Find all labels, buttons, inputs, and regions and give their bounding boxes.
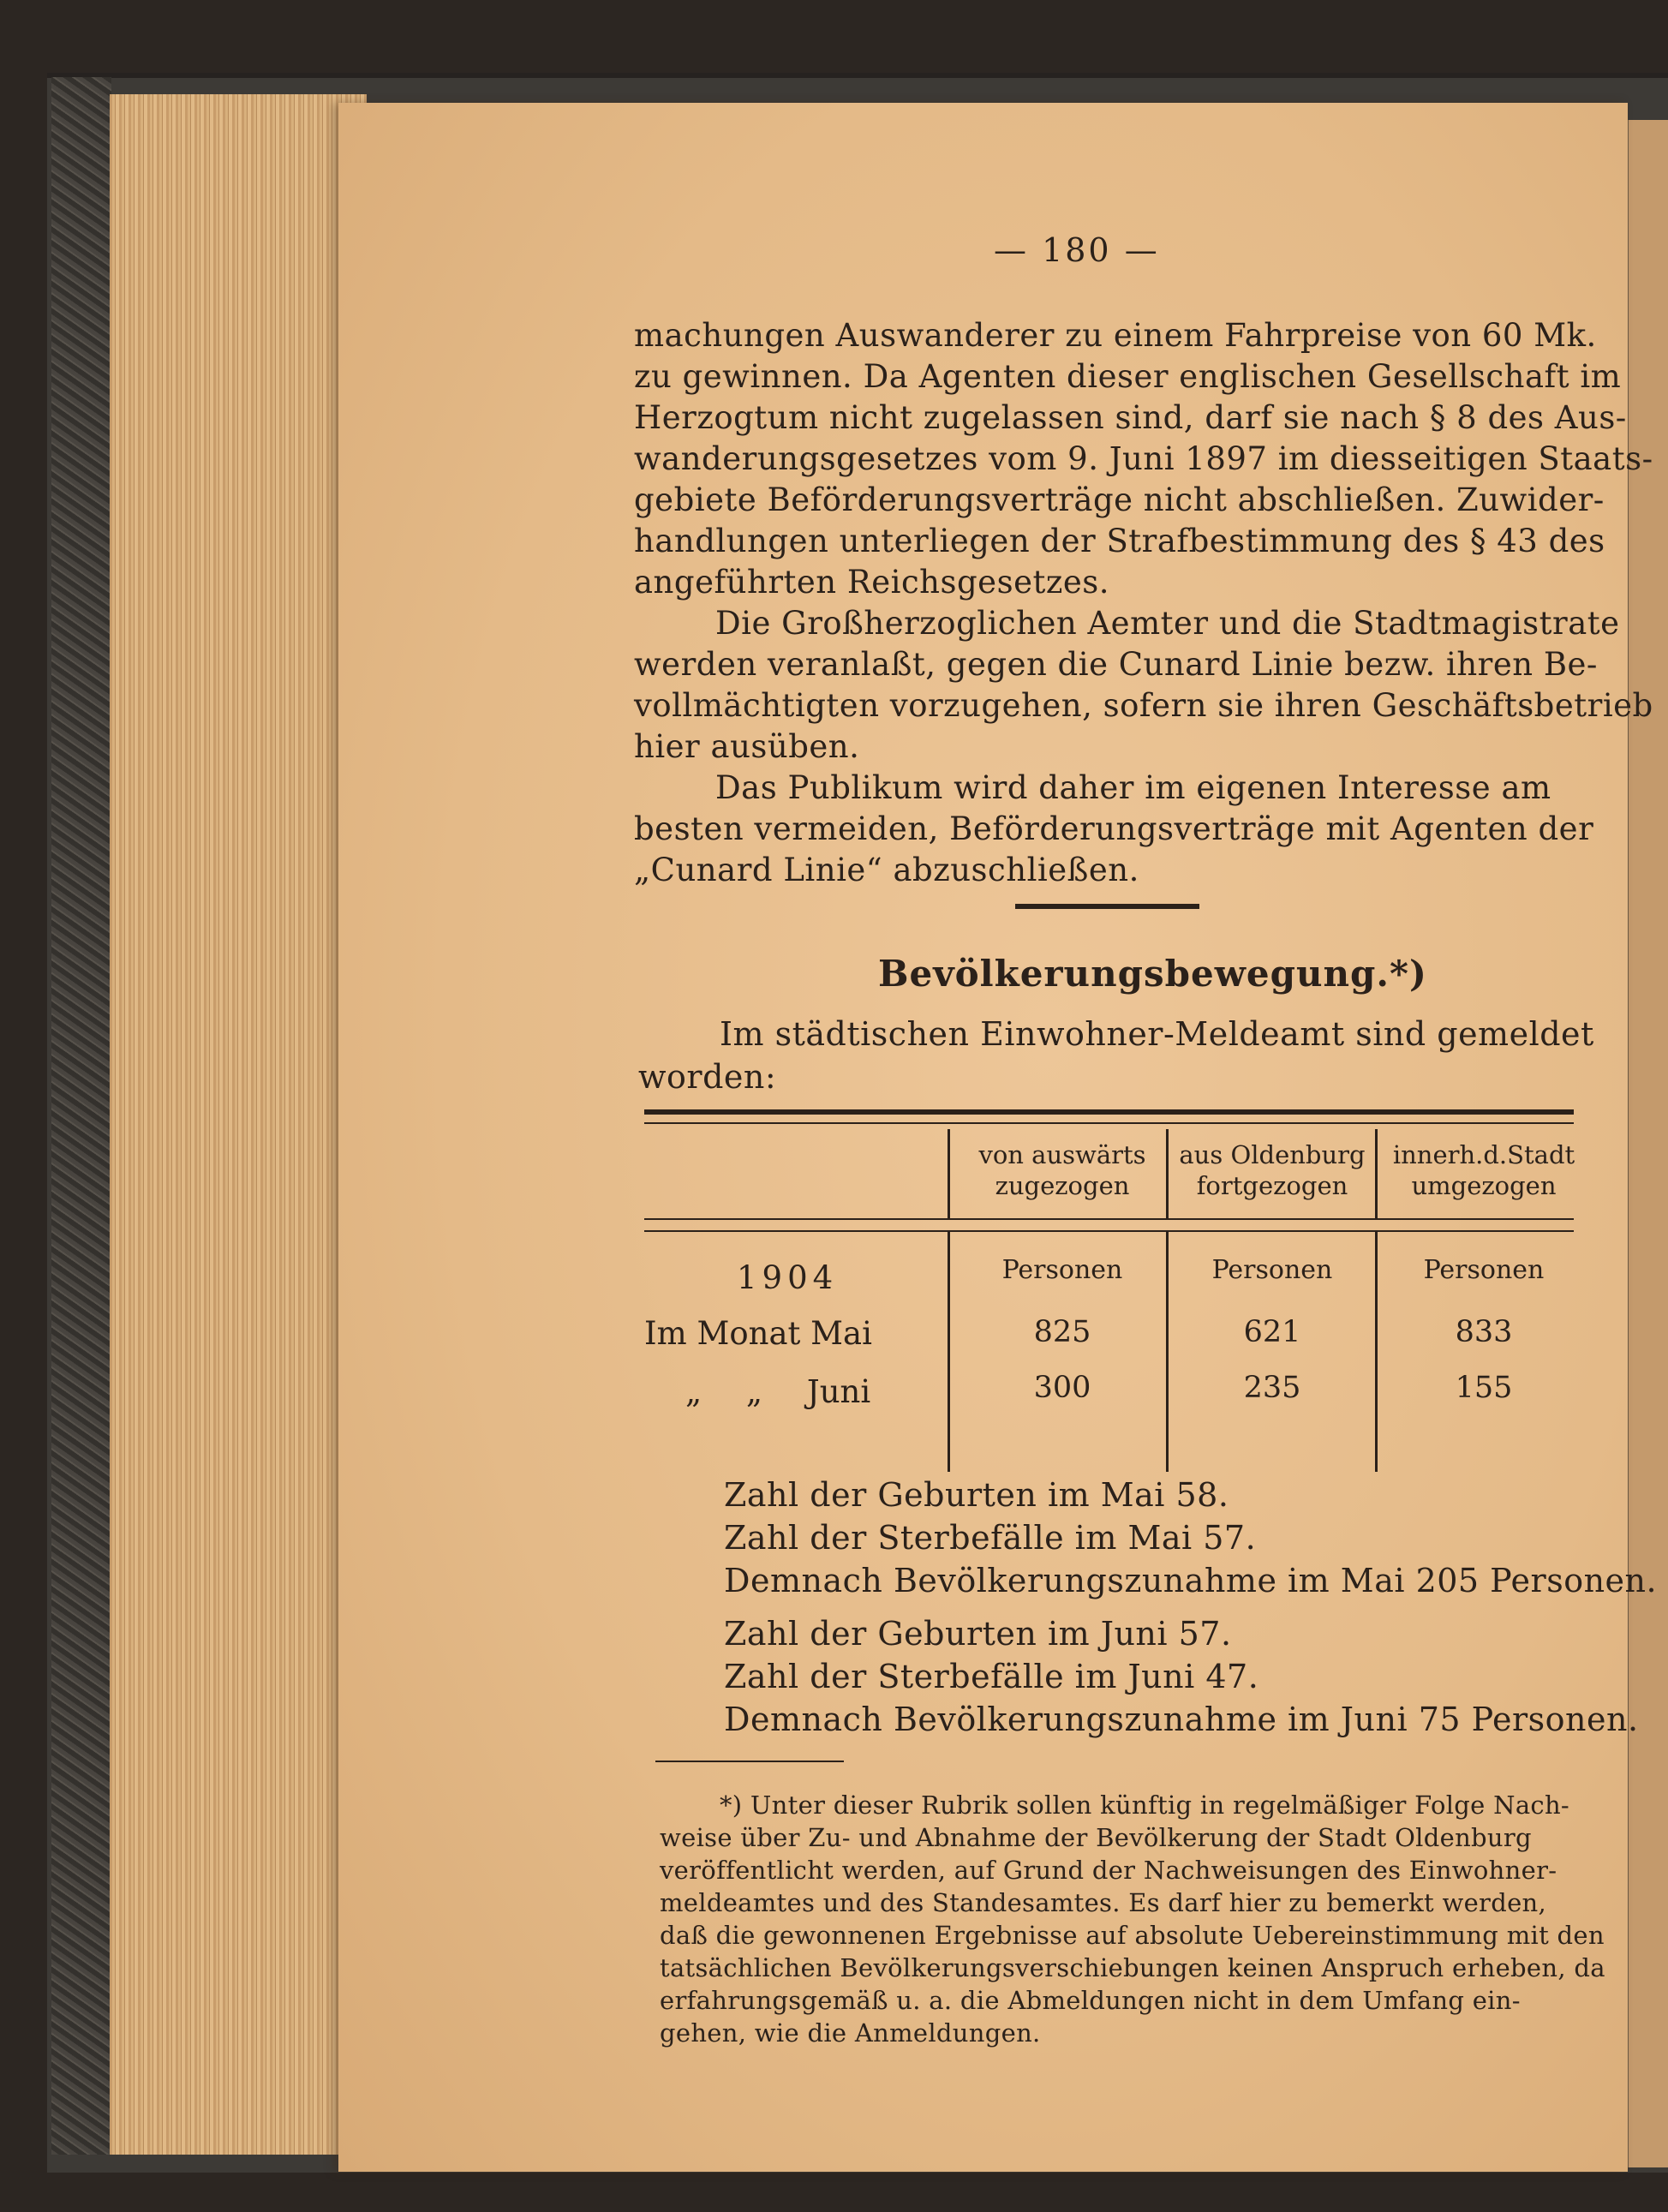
table-cell: 825: [1033, 1315, 1091, 1349]
summary-juni-increase: Demnach Bevölkerungszunahme im Juni 75 Personen.: [724, 1701, 1639, 1738]
paragraph-3-line-1: Das Publikum wird daher im eigenen Interesse am: [715, 769, 1551, 806]
table-header-rule: [644, 1218, 1574, 1220]
table-column-rule: [1375, 1232, 1378, 1472]
table-header-fortgezogen: aus Oldenburg fortgezogen: [1179, 1140, 1366, 1200]
table-row-label-juni: „ „ Juni: [685, 1373, 871, 1410]
table-header-zugezogen: von auswärts zugezogen: [978, 1140, 1146, 1200]
footnote-line-1: *) Unter dieser Rubrik sollen künftig in regelmäßiger Folge Nach-: [720, 1791, 1570, 1820]
table-column-rule: [1166, 1232, 1169, 1472]
table-cell: 155: [1455, 1371, 1513, 1405]
page-edges: [110, 94, 367, 2155]
page-number: — 180 —: [994, 231, 1160, 269]
paragraph-3-line-3: „Cunard Linie“ abzuschließen.: [634, 852, 1139, 888]
table-top-rule: [644, 1109, 1574, 1115]
summary-mai-births: Zahl der Geburten im Mai 58.: [724, 1476, 1229, 1514]
summary-mai-increase: Demnach Bevölkerungszunahme im Mai 205 Personen.: [724, 1562, 1658, 1599]
paragraph-1-line-4: wanderungsgesetzes vom 9. Juni 1897 im diesseitigen Staats-: [634, 440, 1653, 477]
paragraph-3-line-2: besten vermeiden, Beförderungsverträge mit Agenten der: [634, 810, 1594, 847]
table-unit-cell: Personen: [1001, 1255, 1123, 1285]
table-cell: 235: [1243, 1371, 1301, 1405]
table-column-rule: [948, 1129, 950, 1218]
footnote-line-6: tatsächlichen Bevölkerungsverschiebungen keinen Anspruch erheben, da: [660, 1953, 1605, 1982]
footnote-rule: [655, 1761, 844, 1762]
paragraph-2-line-4: hier ausüben.: [634, 728, 860, 765]
footnote-line-8: gehen, wie die Anmeldungen.: [660, 2018, 1041, 2048]
facing-page-edge: [1623, 120, 1668, 2167]
section-divider: [1015, 904, 1199, 909]
section-intro-line-1: Im städtischen Einwohner-Meldeamt sind gemeldet: [720, 1015, 1594, 1053]
table-unit-cell: Personen: [1211, 1255, 1333, 1285]
footnote-line-3: veröffentlicht werden, auf Grund der Nachweisungen des Einwohner-: [660, 1856, 1557, 1885]
paragraph-1-line-7: angeführten Reichsgesetzes.: [634, 564, 1109, 601]
section-intro-line-2: worden:: [638, 1058, 777, 1096]
table-row-label-mai: Im Monat Mai: [644, 1315, 872, 1352]
paragraph-1-line-3: Herzogtum nicht zugelassen sind, darf sie nach § 8 des Aus-: [634, 399, 1627, 436]
table-cell: 300: [1033, 1371, 1091, 1405]
table-cell: 833: [1455, 1315, 1513, 1349]
table-header-rule-thin: [644, 1230, 1574, 1232]
paragraph-1-line-5: gebiete Beförderungsverträge nicht abschließen. Zuwider-: [634, 481, 1605, 518]
section-heading: Bevölkerungsbewegung.*): [878, 953, 1427, 995]
table-header-umgezogen: innerh.d.Stadt umgezogen: [1392, 1140, 1575, 1200]
footnote-line-7: erfahrungsgemäß u. a. die Abmeldungen nicht in dem Umfang ein-: [660, 1986, 1521, 2015]
paragraph-1-line-2: zu gewinnen. Da Agenten dieser englischen Gesellschaft im: [634, 358, 1622, 395]
paragraph-2-line-2: werden veranlaßt, gegen die Cunard Linie bezw. ihren Be-: [634, 646, 1598, 683]
table-column-rule: [1375, 1129, 1378, 1218]
marbled-cover-edge: [51, 77, 111, 2155]
table-column-rule: [948, 1232, 950, 1472]
table-column-rule: [1166, 1129, 1169, 1218]
table-year-label: 1904: [737, 1259, 839, 1296]
summary-juni-deaths: Zahl der Sterbefälle im Juni 47.: [724, 1658, 1259, 1695]
paragraph-2-line-1: Die Großherzoglichen Aemter und die Stadtmagistrate: [715, 605, 1620, 642]
paragraph-1-line-6: handlungen unterliegen der Strafbestimmung des § 43 des: [634, 523, 1605, 559]
table-cell: 621: [1243, 1315, 1301, 1349]
summary-mai-deaths: Zahl der Sterbefälle im Mai 57.: [724, 1519, 1257, 1557]
footnote-line-4: meldeamtes und des Standesamtes. Es darf hier zu bemerkt werden,: [660, 1888, 1547, 1917]
footnote-line-2: weise über Zu- und Abnahme der Bevölkerung der Stadt Oldenburg: [660, 1823, 1532, 1852]
table-top-rule-thin: [644, 1122, 1574, 1124]
table-unit-cell: Personen: [1423, 1255, 1545, 1285]
paragraph-2-line-3: vollmächtigten vorzugehen, sofern sie ihren Geschäftsbetrieb: [634, 687, 1653, 724]
summary-juni-births: Zahl der Geburten im Juni 57.: [724, 1615, 1232, 1653]
paragraph-1-line-1: machungen Auswanderer zu einem Fahrpreise von 60 Mk.: [634, 317, 1597, 354]
footnote-line-5: daß die gewonnenen Ergebnisse auf absolute Uebereinstimmung mit den: [660, 1921, 1605, 1950]
